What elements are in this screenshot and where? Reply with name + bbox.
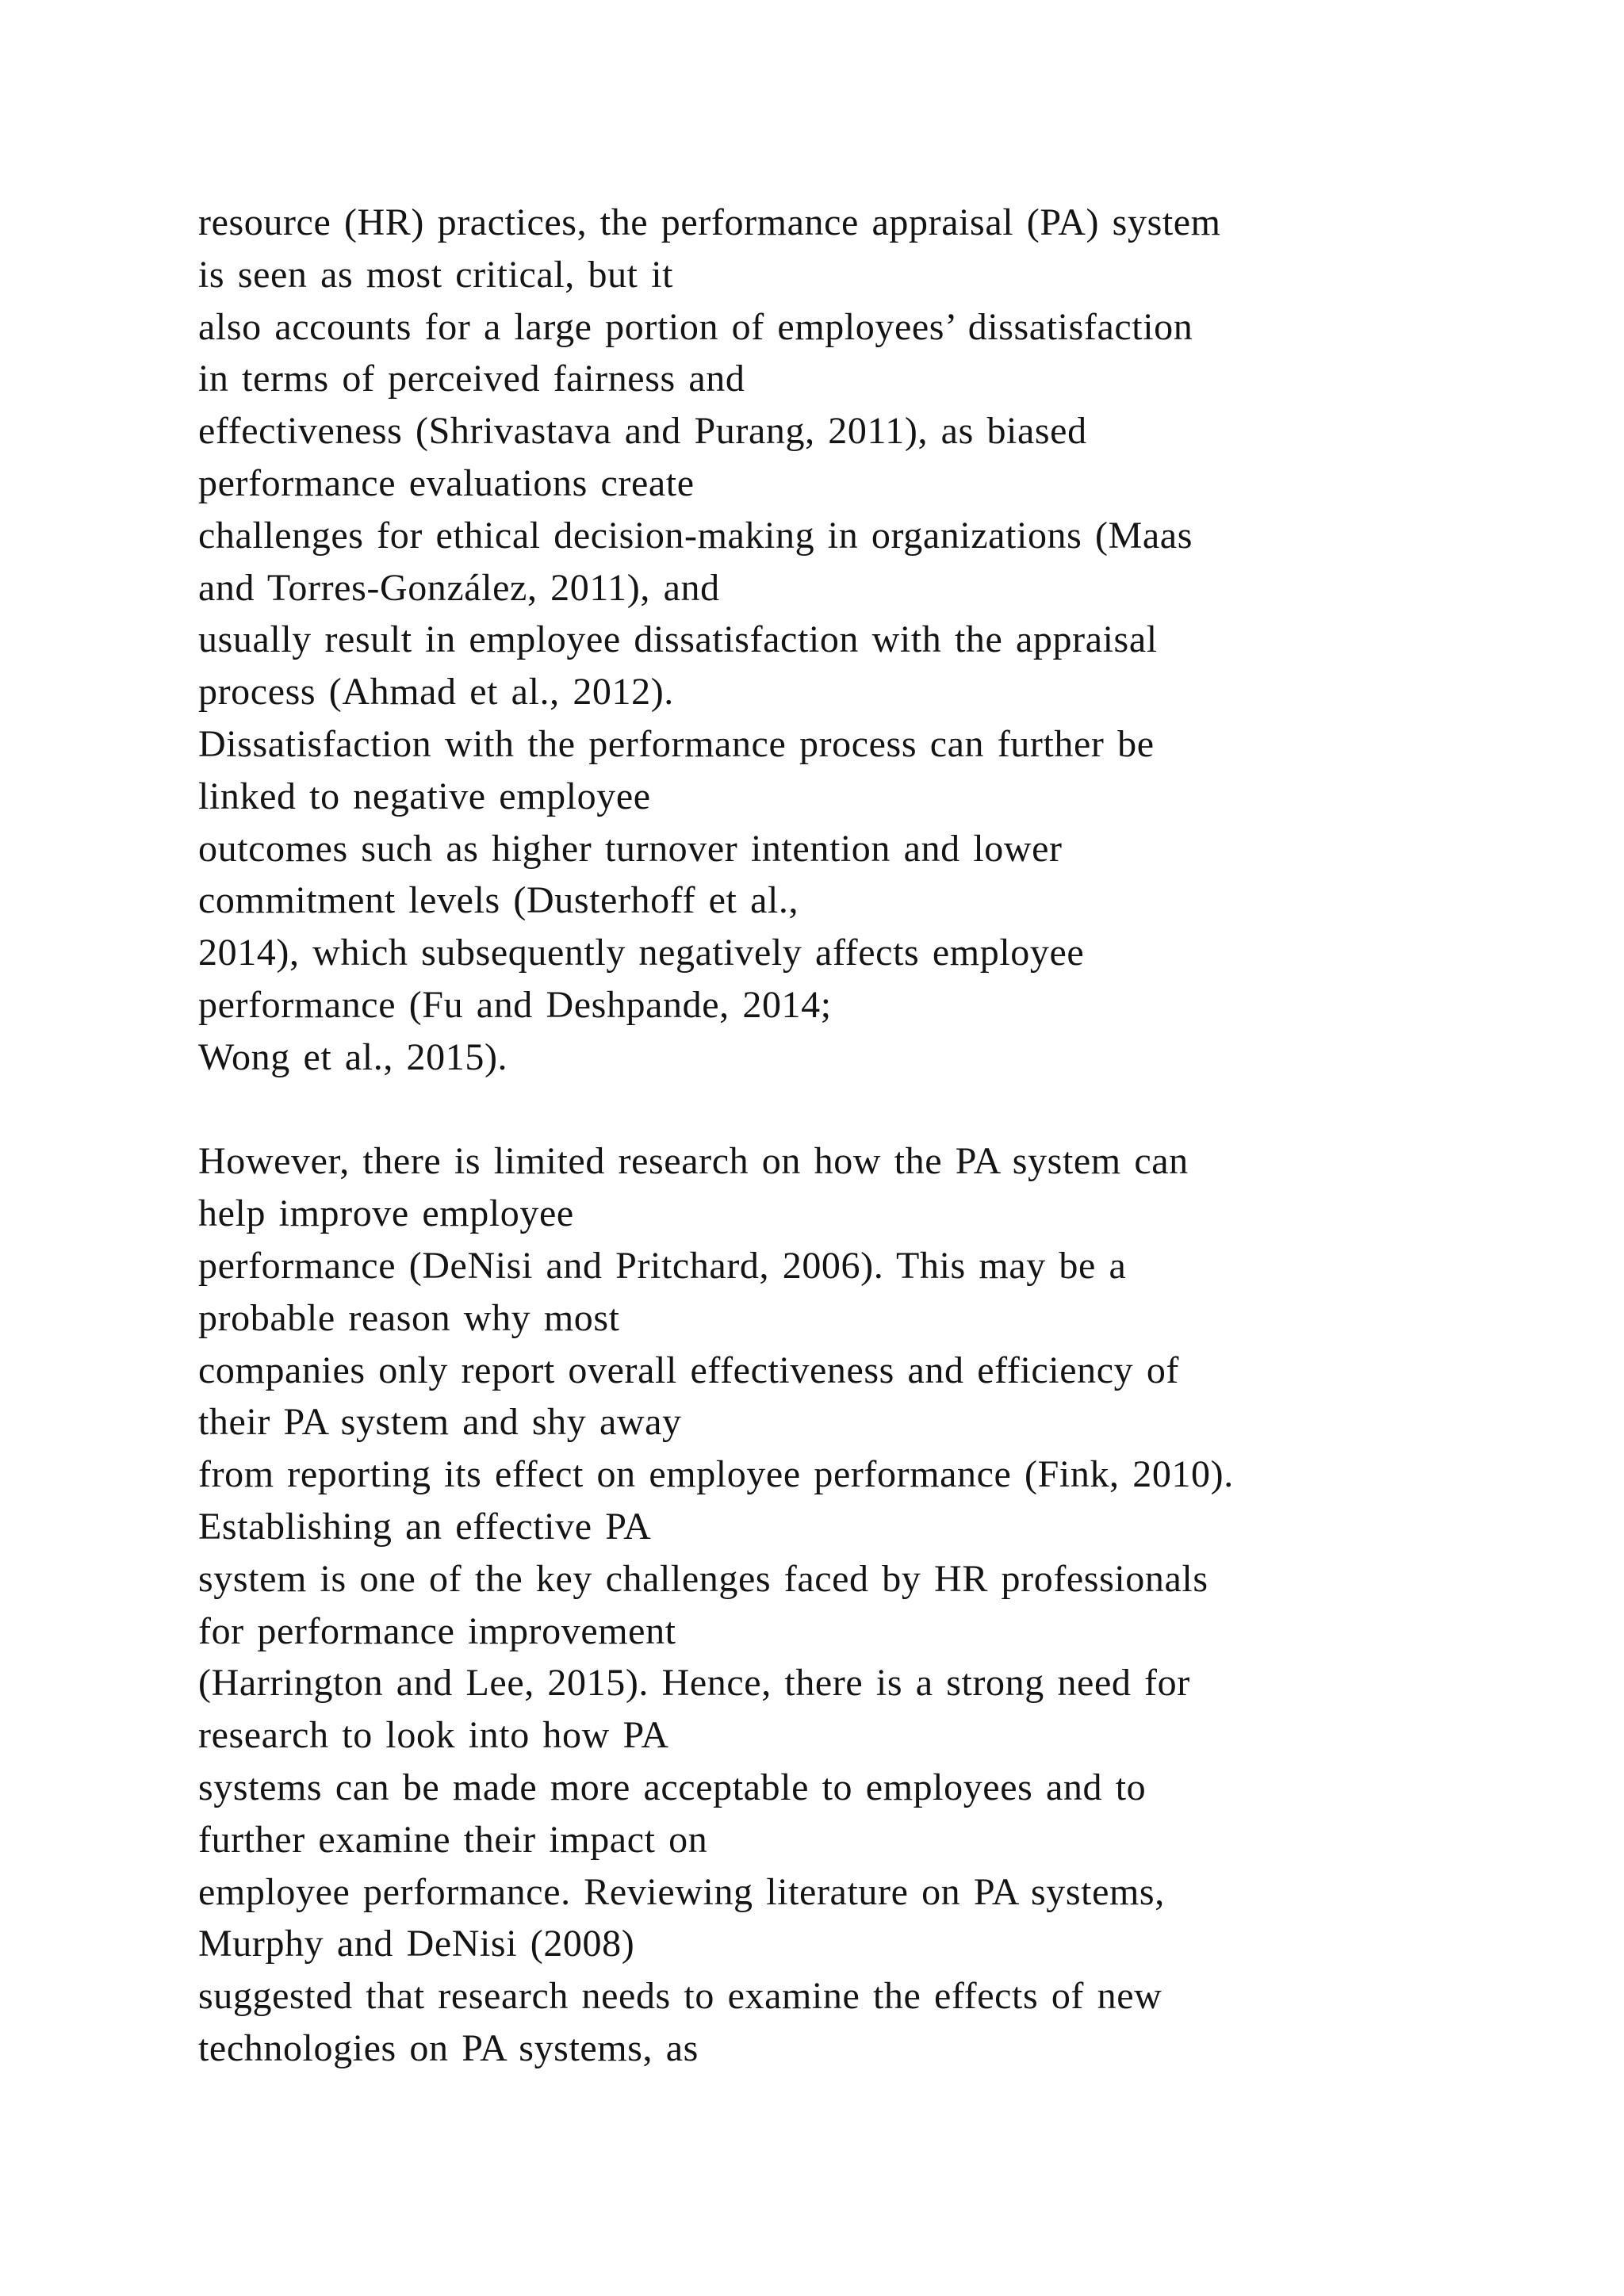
text-line: performance (Fu and Deshpande, 2014; xyxy=(198,983,832,1026)
text-line: from reporting its effect on employee performance (Fink, 2010). xyxy=(198,1453,1234,1496)
text-line: research to look into how PA xyxy=(198,1714,669,1757)
text-line: suggested that research needs to examine the effects of new xyxy=(198,1975,1162,2018)
text-line: However, there is limited research on how the PA system can xyxy=(198,1140,1189,1183)
text-line: performance (DeNisi and Pritchard, 2006). This may be a xyxy=(198,1244,1127,1287)
text-line: (Harrington and Lee, 2015). Hence, there is a strong need for xyxy=(198,1662,1190,1705)
text-line: for performance improvement xyxy=(198,1609,676,1652)
text-line: and Torres-González, 2011), and xyxy=(198,566,720,609)
text-line: commitment levels (Dusterhoff et al., xyxy=(198,879,799,922)
document-body xyxy=(198,197,1499,2075)
text-line: Wong et al., 2015). xyxy=(198,1035,508,1078)
text-line: in terms of perceived fairness and xyxy=(198,358,745,400)
text-line: is seen as most critical, but it xyxy=(198,253,674,296)
text-line: technologies on PA systems, as xyxy=(198,2026,699,2069)
text-line: 2014), which subsequently negatively affects employee xyxy=(198,932,1085,974)
text-line: process (Ahmad et al., 2012). xyxy=(198,671,674,714)
text-line: challenges for ethical decision-making in organizations (Maas xyxy=(198,514,1193,557)
text-line: employee performance. Reviewing literature on PA systems, xyxy=(198,1870,1165,1913)
text-line: Dissatisfaction with the performance process can further be xyxy=(198,722,1155,765)
text-line: probable reason why most xyxy=(198,1296,620,1339)
paragraph-2 xyxy=(198,1135,1499,2074)
text-line: further examine their impact on xyxy=(198,1818,708,1861)
text-line: usually result in employee dissatisfaction with the appraisal xyxy=(198,618,1158,661)
text-line: companies only report overall effectiveness and efficiency of xyxy=(198,1349,1180,1391)
text-line: systems can be made more acceptable to employees and to xyxy=(198,1766,1147,1808)
text-line: effectiveness (Shrivastava and Purang, 2011), as biased xyxy=(198,410,1087,453)
paragraph-1 xyxy=(198,197,1499,1084)
text-line: linked to negative employee xyxy=(198,775,651,817)
text-line: resource (HR) practices, the performance appraisal (PA) system xyxy=(198,201,1221,243)
text-line: their PA system and shy away xyxy=(198,1401,682,1444)
text-line: performance evaluations create xyxy=(198,461,695,504)
text-line: Murphy and DeNisi (2008) xyxy=(198,1923,635,1965)
paragraph-spacer xyxy=(198,1084,1499,1136)
text-line: also accounts for a large portion of employees’ dissatisfaction xyxy=(198,305,1193,348)
text-line: outcomes such as higher turnover intention and lower xyxy=(198,827,1063,870)
text-line: Establishing an effective PA xyxy=(198,1505,652,1548)
text-line: help improve employee xyxy=(198,1192,574,1235)
text-line: system is one of the key challenges faced by HR professionals xyxy=(198,1557,1208,1600)
